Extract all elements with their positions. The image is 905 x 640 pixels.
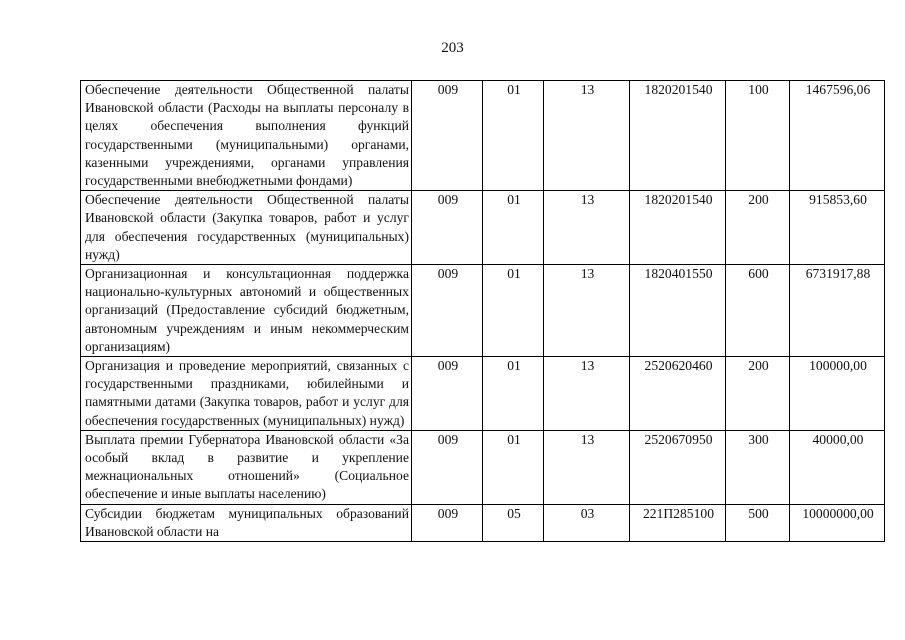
budget-table: [80, 80, 885, 542]
table-row: [81, 504, 885, 541]
description-cell: Организация и проведение мероприятий, связанных с государственными праздниками, юбилейными и памятными датами (Закупка товаров, работ и услуг для обеспечения государственных (муниципальных) нужд): [81, 357, 412, 431]
table-row: [81, 81, 885, 191]
ministry-code-cell: 009: [412, 81, 483, 191]
section-code-cell: 05: [483, 504, 544, 541]
section-code-cell: 01: [483, 191, 544, 265]
subsection-code-cell: 13: [544, 357, 630, 431]
subsection-code-cell: 13: [544, 430, 630, 504]
expense-type-cell: 500: [726, 504, 790, 541]
target-article-cell: 1820201540: [630, 81, 726, 191]
expense-type-cell: 600: [726, 265, 790, 357]
target-article-cell: 221П285100: [630, 504, 726, 541]
expense-type-cell: 200: [726, 357, 790, 431]
expense-type-cell: 200: [726, 191, 790, 265]
subsection-code-cell: 13: [544, 81, 630, 191]
ministry-code-cell: 009: [412, 191, 483, 265]
description-cell: Обеспечение деятельности Общественной палаты Ивановской области (Закупка товаров, работ и услуг для обеспечения государственных (муниципальных) нужд): [81, 191, 412, 265]
ministry-code-cell: 009: [412, 504, 483, 541]
ministry-code-cell: 009: [412, 265, 483, 357]
ministry-code-cell: 009: [412, 430, 483, 504]
table-row: [81, 430, 885, 504]
target-article-cell: 1820201540: [630, 191, 726, 265]
section-code-cell: 01: [483, 430, 544, 504]
amount-cell: 915853,60: [790, 191, 885, 265]
amount-cell: 6731917,88: [790, 265, 885, 357]
section-code-cell: 01: [483, 81, 544, 191]
section-code-cell: 01: [483, 357, 544, 431]
target-article-cell: 2520670950: [630, 430, 726, 504]
page-number: 203: [441, 40, 464, 56]
ministry-code-cell: 009: [412, 357, 483, 431]
table-row: [81, 357, 885, 431]
subsection-code-cell: 13: [544, 191, 630, 265]
description-cell: Обеспечение деятельности Общественной палаты Ивановской области (Расходы на выплаты персоналу в целях обеспечения выполнения функций государственными (муниципальными) органами, казенными учреждениями, органами управления государственными внебюджетными фондами): [81, 81, 412, 191]
budget-table-container: [80, 80, 885, 640]
description-cell: Организационная и консультационная поддержка национально-культурных автономий и общественных организаций (Предоставление субсидий бюджетным, автономным учреждениям и иным некоммерческим организациям): [81, 265, 412, 357]
amount-cell: 40000,00: [790, 430, 885, 504]
description-cell: Субсидии бюджетам муниципальных образований Ивановской области на: [81, 504, 412, 541]
amount-cell: 10000000,00: [790, 504, 885, 541]
subsection-code-cell: 13: [544, 265, 630, 357]
target-article-cell: 2520620460: [630, 357, 726, 431]
amount-cell: 100000,00: [790, 357, 885, 431]
expense-type-cell: 300: [726, 430, 790, 504]
section-code-cell: 01: [483, 265, 544, 357]
subsection-code-cell: 03: [544, 504, 630, 541]
expense-type-cell: 100: [726, 81, 790, 191]
amount-cell: 1467596,06: [790, 81, 885, 191]
table-body: [81, 81, 885, 542]
table-row: [81, 265, 885, 357]
target-article-cell: 1820401550: [630, 265, 726, 357]
table-row: [81, 191, 885, 265]
description-cell: Выплата премии Губернатора Ивановской области «За особый вклад в развитие и укрепление межнациональных отношений» (Социальное обеспечение и иные выплаты населению): [81, 430, 412, 504]
